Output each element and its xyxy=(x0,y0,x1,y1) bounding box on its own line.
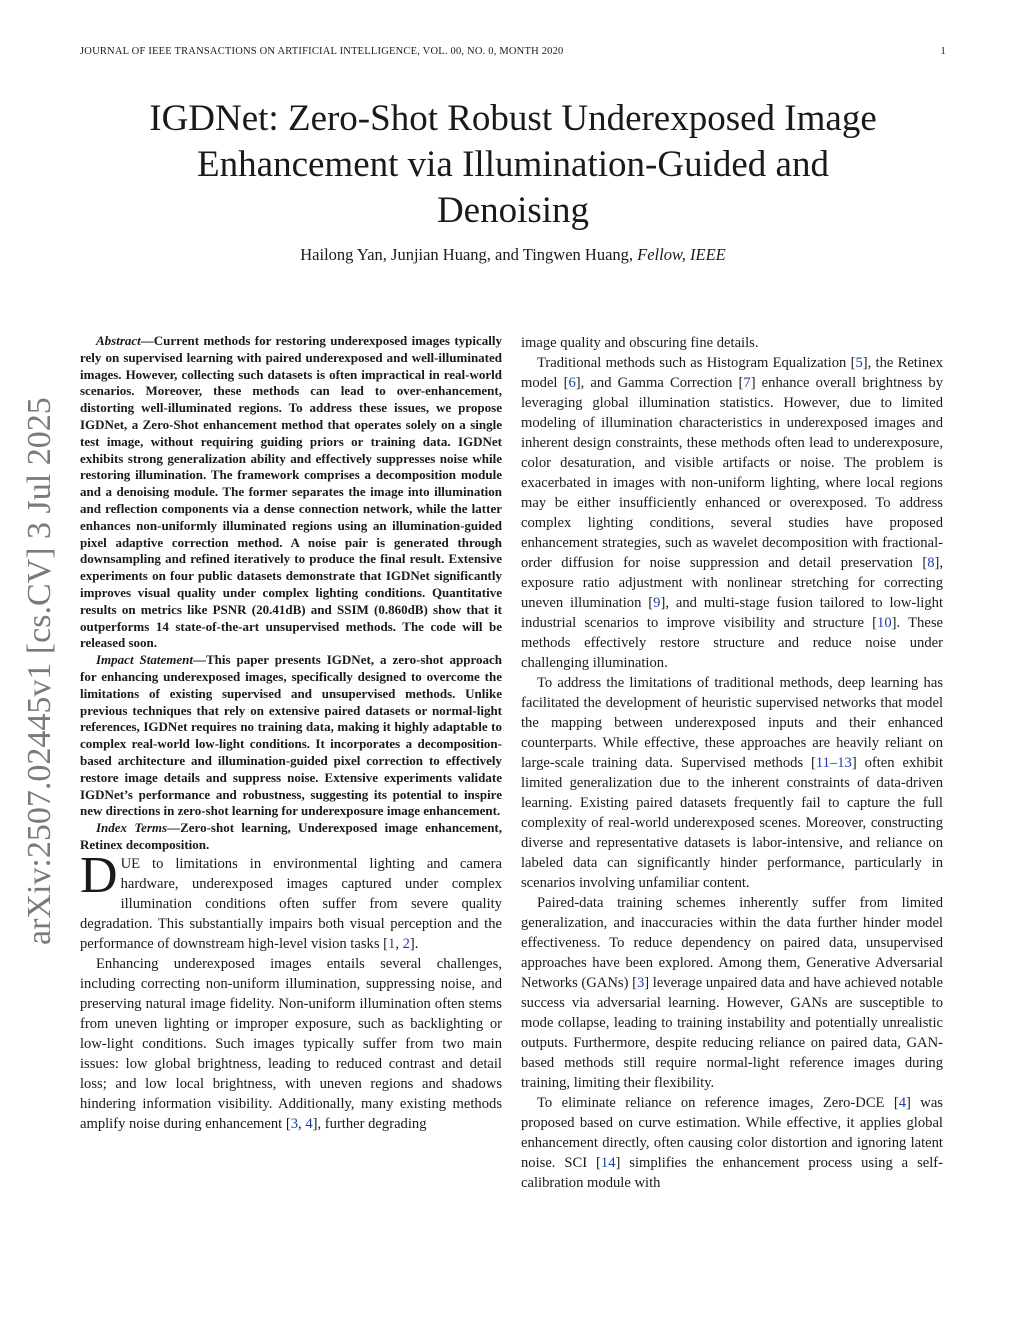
citation-14[interactable]: 14 xyxy=(600,1155,616,1171)
zero-dce-paragraph xyxy=(521,1093,943,1193)
impact-label: Impact Statement xyxy=(96,652,193,668)
citation-10[interactable]: 10 xyxy=(877,615,892,631)
intro-p1-end: ]. xyxy=(409,935,419,952)
drop-cap: D xyxy=(80,846,118,904)
rc-p2-c: ], and Gamma Correction [ xyxy=(575,375,744,391)
impact-statement xyxy=(80,652,502,820)
intro-p2-end: ], further degrading xyxy=(312,1115,427,1132)
right-column xyxy=(521,333,943,1263)
arxiv-stamp: arXiv:2507.02445v1 [cs.CV] 3 Jul 2025 xyxy=(21,397,58,945)
index-terms xyxy=(80,820,502,854)
citation-3-gan[interactable]: 3 xyxy=(636,975,645,991)
rc-p2-f: ], and multi-stage fusion tailored to low-light industrial scenarios to improve visibility and structure [ xyxy=(521,595,943,631)
rc-p2-e: ], exposure ratio adjustment with nonlinear stretching for correcting uneven illumination [ xyxy=(521,555,943,611)
rc-p3-b: ] often exhibit limited generalization due to the inherent constraints of data-driven learning. Existing paired datasets frequently fail to capture the full complexity of real-world underexposed scenes. Moreover, constructing diverse and representative datasets is labor-intensive, and reliance on labeled data can significantly hinder performance, particularly in scenarios involving unfamiliar content. xyxy=(521,755,943,891)
intro-paragraph-1: DUE to limitations in environmental lighting and camera hardware, underexposed images captured under complex illumination conditions often suffer from severe quality degradation. This substantially impairs both visual perception and the performance of downstream high-level vision tasks [1, 2]. xyxy=(80,846,502,952)
page-number: 1 xyxy=(940,46,946,57)
author-names: Hailong Yan, Junjian Huang, and Tingwen Huang, xyxy=(300,245,638,264)
citation-1[interactable]: 1 xyxy=(388,935,396,952)
citation-5[interactable]: 5 xyxy=(855,355,863,371)
citation-4[interactable]: 4 xyxy=(305,1115,313,1132)
paper-title xyxy=(80,96,946,234)
rc-p2-d: ] enhance overall brightness by leveraging global illumination statistics. However, due to limited modeling of illumination characteristics in underexposed images and inherent design constraints, these methods often lead to underexposure, color desaturation, and visible artifacts or noise. The problem is exacerbated in images with non-uniform lighting, where local regions may be either insufficiently enhanced or overexposed. To address complex lighting conditions, several studies have proposed enhancement strategies, such as wavelet decomposition with fractional-order diffusion for noise suppression and detail preservation [ xyxy=(521,375,943,571)
author-fellow: Fellow, IEEE xyxy=(637,245,726,264)
intro-p2-text: Enhancing underexposed images entails several challenges, including correcting non-uniform illumination, suppressing noise, and preserving natural image fidelity. Non-uniform illumination often stems from uneven lighting or improper exposure, such as backlighting or low-light conditions. Such images typically suffer from two main issues: low global brightness, leading to reduced contrast and detail loss; and low local brightness, with uneven regions and shadows hindering information visibility. Additionally, many existing methods amplify noise during enhancement [ xyxy=(80,955,502,1132)
rc-p5-b: ] was proposed based on curve estimation. While effective, it applies global enhancement directly, often causing color distortion and ignoring latent noise. SCI [ xyxy=(521,1095,943,1171)
title-line-2: Enhancement via Illumination-Guided and xyxy=(197,144,829,185)
citation-11-13[interactable]: 11–13 xyxy=(815,755,852,771)
intro-p1-text: UE to limitations in environmental lighting and camera hardware, underexposed images captured under complex illumination conditions often suffer from severe quality degradation. This substantially impairs both visual perception and the performance of downstream high-level vision tasks [ xyxy=(80,855,502,952)
impact-text: —This paper presents IGDNet, a zero-shot approach for enhancing underexposed images, specifically designed to overcome the limitations of existing supervised and unsupervised methods. Unlike previous techniques that rely on extensive paired datasets or normal-light references, IGDNet requires no training data, making it highly adaptable to complex real-world low-light conditions. It incorporates a decomposition-based architecture and illumination-guided pixel correction to effectively restore image details and suppress noise. Extensive experiments validate IGDNet’s performance and robustness, suggesting its potential to inspire new directions in zero-shot learning for underexposure image enhancement. xyxy=(80,652,502,819)
title-line-1: IGDNet: Zero-Shot Robust Underexposed Image xyxy=(149,98,877,139)
rc-p2-g: ]. These methods effectively restore structure and reduce noise under challenging illumination. xyxy=(521,615,943,671)
rc-p2-b: ], the Retinex model [ xyxy=(521,355,943,391)
citation-8[interactable]: 8 xyxy=(927,555,935,571)
rc-p4-b: ] leverage unpaired data and have achieved notable success via adversarial learning. However, GANs are susceptible to mode collapse, leading to training instability and potentially unrealistic outputs. Furthermore, despite reducing reliance on paired data, GAN-based methods still require normal-light reference images during training, limiting their flexibility. xyxy=(521,975,943,1091)
rc-p4-a: Paired-data training schemes inherently suffer from limited generalization, and inaccuracies within the data further hinder model effectiveness. To reduce dependency on paired data, unsupervised approaches have been explored. Among them, Generative Adversarial Networks (GANs) [ xyxy=(521,895,943,991)
citation-6[interactable]: 6 xyxy=(568,375,576,391)
index-terms-text: —Zero-shot learning, Underexposed image enhancement, Retinex decomposition. xyxy=(80,820,502,852)
rc-p2-a: Traditional methods such as Histogram Equalization [ xyxy=(537,355,856,371)
rc-p5-c: ] simplifies the enhancement process using a self-calibration module with xyxy=(521,1155,943,1191)
rc-p3-a: To address the limitations of traditional methods, deep learning has facilitated the development of heuristic supervised networks that model the mapping between underexposed inputs and their enhanced counterparts. While effective, these approaches are heavily reliant on large-scale training data. Supervised methods [ xyxy=(521,675,943,771)
left-column xyxy=(80,333,502,1263)
unsupervised-paragraph xyxy=(521,893,943,1093)
author-list xyxy=(80,245,946,265)
abstract xyxy=(80,333,502,652)
continued-paragraph: image quality and obscuring fine details. xyxy=(521,335,759,351)
traditional-methods-paragraph xyxy=(521,353,943,673)
abstract-text: —Current methods for restoring underexposed images typically rely on supervised learning with paired underexposed and well-illuminated images. However, collecting such datasets is often impractical in real-world scenarios. Moreover, these methods can lead to over-enhancement, distorting well-illuminated regions. To address these issues, we propose IGDNet, a Zero-Shot enhancement method that operates solely on a single test image, without requiring guiding priors or training data. IGDNet exhibits strong generalization ability and effectively suppresses noise while restoring illumination. The framework comprises a decomposition module and a denoising module. The former separates the image into illumination and reflection components via a dense connection network, while the latter enhances non-uniformly illuminated regions using an illumination-guided pixel adaptive correction method. A noise pair is generated through downsampling and refined iteratively to produce the final result. Extensive experiments on four public datasets demonstrate that IGDNet significantly improves visual quality under complex lighting conditions. Quantitative results on metrics like PSNR (20.41dB) and SSIM (0.860dB) show that it outperforms 14 state-of-the-art unsupervised methods. The code will be released soon. xyxy=(80,333,502,651)
intro-paragraph-2: Enhancing underexposed images entails several challenges, including correcting non-uniform illumination, suppressing noise, and preserving natural image fidelity. Non-uniform illumination often stems from uneven lighting or improper exposure, such as backlighting or low-light conditions. Such images typically suffer from two main issues: low global brightness, leading to reduced contrast and detail loss; and low local brightness, with uneven regions and shadows hindering information visibility. Additionally, many existing methods amplify noise during enhancement [3, 4], further degrading xyxy=(80,955,502,1132)
rc-p5-a: To eliminate reliance on reference images, Zero-DCE [ xyxy=(537,1095,899,1111)
deep-learning-paragraph xyxy=(521,673,943,893)
citation-4-zerodce[interactable]: 4 xyxy=(898,1095,907,1111)
citation-3[interactable]: 3 xyxy=(290,1115,299,1132)
citation-9[interactable]: 9 xyxy=(653,595,661,611)
journal-title: JOURNAL OF IEEE TRANSACTIONS ON ARTIFICIAL INTELLIGENCE, VOL. 00, NO. 0, MONTH 2020 xyxy=(80,46,564,57)
citation-2[interactable]: 2 xyxy=(402,935,410,952)
title-line-3: Denoising xyxy=(436,190,590,231)
abstract-label: Abstract xyxy=(96,333,141,348)
citation-7[interactable]: 7 xyxy=(743,375,751,391)
running-header xyxy=(80,46,946,62)
index-terms-label: Index Terms xyxy=(96,820,168,836)
